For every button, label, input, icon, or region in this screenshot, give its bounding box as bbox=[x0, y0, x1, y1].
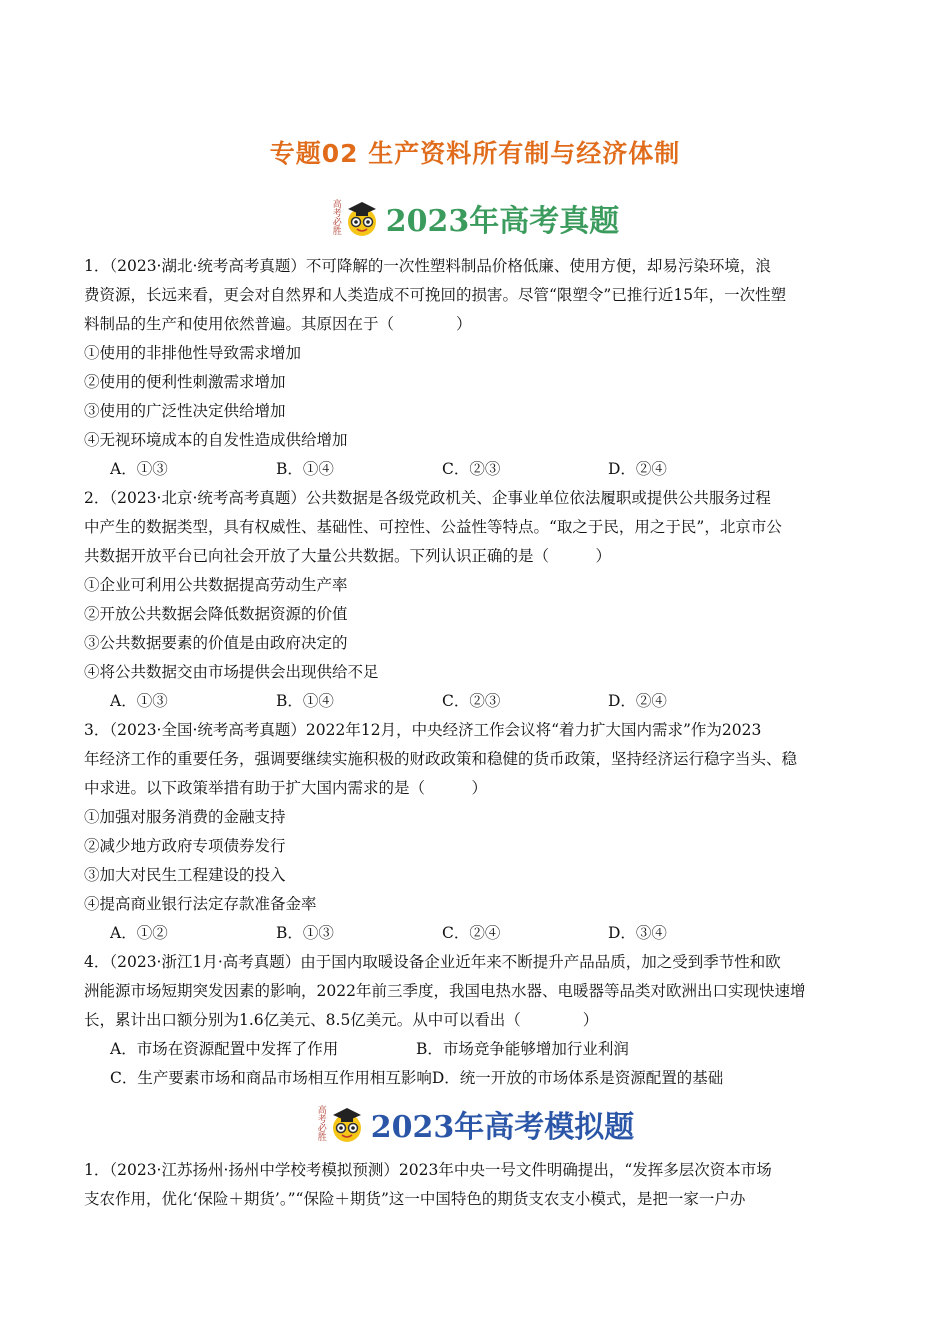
statement: ④将公共数据交由市场提供会出现供给不足 bbox=[84, 663, 379, 681]
section-banner-real-exam bbox=[0, 193, 950, 243]
question-text: 中求进。以下政策举措有助于扩大国内需求的是（ ） bbox=[84, 779, 488, 797]
section-heading: 2023年高考真题 bbox=[385, 204, 620, 239]
statement: ①使用的非排他性导致需求增加 bbox=[84, 344, 302, 362]
statement: ①企业可利用公共数据提高劳动生产率 bbox=[84, 576, 348, 594]
choice-d: D．③④ bbox=[608, 924, 667, 942]
question-text: 2．（2023·北京·统考高考真题）公共数据是各级党政机关、企事业单位依法履职或提供公共服务过程 bbox=[84, 489, 771, 507]
statement: ④提高商业银行法定存款准备金率 bbox=[84, 895, 317, 913]
choice-c: C．②④ bbox=[442, 924, 501, 942]
choice-b: B．市场竞争能够增加行业利润 bbox=[416, 1040, 629, 1058]
choice-b: B．①④ bbox=[276, 460, 334, 478]
question-text: 支农作用，优化‘保险＋期货’。”“保险＋期货”这一中国特色的期货支农支小模式，是把一家一户办 bbox=[84, 1190, 746, 1208]
mascot-logo bbox=[331, 198, 382, 238]
real-exam-questions bbox=[84, 252, 874, 1093]
choice-d: D．②④ bbox=[608, 460, 667, 478]
statement: ③使用的广泛性决定供给增加 bbox=[84, 402, 286, 420]
section-heading: 2023年高考模拟题 bbox=[370, 1110, 635, 1145]
statement: ②使用的便利性刺激需求增加 bbox=[84, 373, 286, 391]
choice-a: A．①③ bbox=[110, 460, 168, 478]
section-banner-mock-exam bbox=[0, 1099, 950, 1149]
question-1 bbox=[84, 252, 874, 484]
seal-text: 高考必胜 bbox=[330, 199, 341, 235]
question-text: 费资源，长远来看，更会对自然界和人类造成不可挽回的损害。尽管“限塑令”已推行近15年，一次性塑 bbox=[84, 286, 787, 304]
question-2 bbox=[84, 484, 874, 716]
question-text: 料制品的生产和使用依然普遍。其原因在于（ ） bbox=[84, 315, 472, 333]
question-text: 4．（2023·浙江1月·高考真题）由于国内取暖设备企业近年来不断提升产品品质，加之受到季节性和欧 bbox=[84, 953, 781, 971]
question-text: 1．（2023·江苏扬州·扬州中学校考模拟预测）2023年中央一号文件明确提出，“发挥多层次资本市场 bbox=[84, 1161, 772, 1179]
choice-d: D．统一开放的市场体系是资源配置的基础 bbox=[431, 1069, 724, 1087]
question-text: 长，累计出口额分别为1.6亿美元、8.5亿美元。从中可以看出（ ） bbox=[84, 1011, 599, 1029]
mascot-logo bbox=[316, 1104, 367, 1144]
question-text: 洲能源市场短期突发因素的影响，2022年前三季度，我国电热水器、电暖器等品类对欧洲出口实现快速增 bbox=[84, 982, 806, 1000]
statement: ①加强对服务消费的金融支持 bbox=[84, 808, 286, 826]
choice-a: A．①③ bbox=[110, 692, 168, 710]
statement: ④无视环境成本的自发性造成供给增加 bbox=[84, 431, 348, 449]
statement: ②开放公共数据会降低数据资源的价值 bbox=[84, 605, 348, 623]
question-text: 1．（2023·湖北·统考高考真题）不可降解的一次性塑料制品价格低廉、使用方便，却易污染环境，浪 bbox=[84, 257, 771, 275]
answer-choices bbox=[84, 1064, 874, 1093]
answer-choices bbox=[84, 687, 874, 716]
page-title: 专题02 生产资料所有制与经济体制 bbox=[269, 139, 681, 168]
statement: ②减少地方政府专项债券发行 bbox=[84, 837, 286, 855]
question-text: 3．（2023·全国·统考高考真题）2022年12月，中央经济工作会议将“着力扩大国内需求”作为2023 bbox=[84, 721, 762, 739]
choice-a: A．市场在资源配置中发挥了作用 bbox=[110, 1040, 339, 1058]
answer-choices bbox=[84, 455, 874, 484]
choice-b: B．①④ bbox=[276, 692, 334, 710]
choice-a: A．①② bbox=[110, 924, 168, 942]
choice-c: C．②③ bbox=[442, 692, 501, 710]
seal-text: 高考必胜 bbox=[315, 1105, 326, 1141]
statement: ③加大对民生工程建设的投入 bbox=[84, 866, 286, 884]
question-4 bbox=[84, 948, 874, 1093]
choice-b: B．①③ bbox=[276, 924, 334, 942]
choice-c: C．生产要素市场和商品市场相互作用相互影响 bbox=[110, 1069, 432, 1087]
mock-exam-questions bbox=[84, 1156, 874, 1214]
question-3 bbox=[84, 716, 874, 948]
question-text: 中产生的数据类型，具有权威性、基础性、可控性、公益性等特点。“取之于民，用之于民”，北京市公 bbox=[84, 518, 782, 536]
choice-c: C．②③ bbox=[442, 460, 501, 478]
statement: ③公共数据要素的价值是由政府决定的 bbox=[84, 634, 348, 652]
question-text: 年经济工作的重要任务，强调要继续实施积极的财政政策和稳健的货币政策，坚持经济运行稳字当头、稳 bbox=[84, 750, 798, 768]
question-text: 共数据开放平台已向社会开放了大量公共数据。下列认识正确的是（ ） bbox=[84, 547, 612, 565]
graduate-mascot-icon bbox=[327, 1104, 367, 1144]
mock-question-1 bbox=[84, 1156, 874, 1214]
graduate-mascot-icon bbox=[342, 198, 382, 238]
answer-choices bbox=[84, 919, 874, 948]
choice-d: D．②④ bbox=[608, 692, 667, 710]
answer-choices bbox=[84, 1035, 874, 1064]
